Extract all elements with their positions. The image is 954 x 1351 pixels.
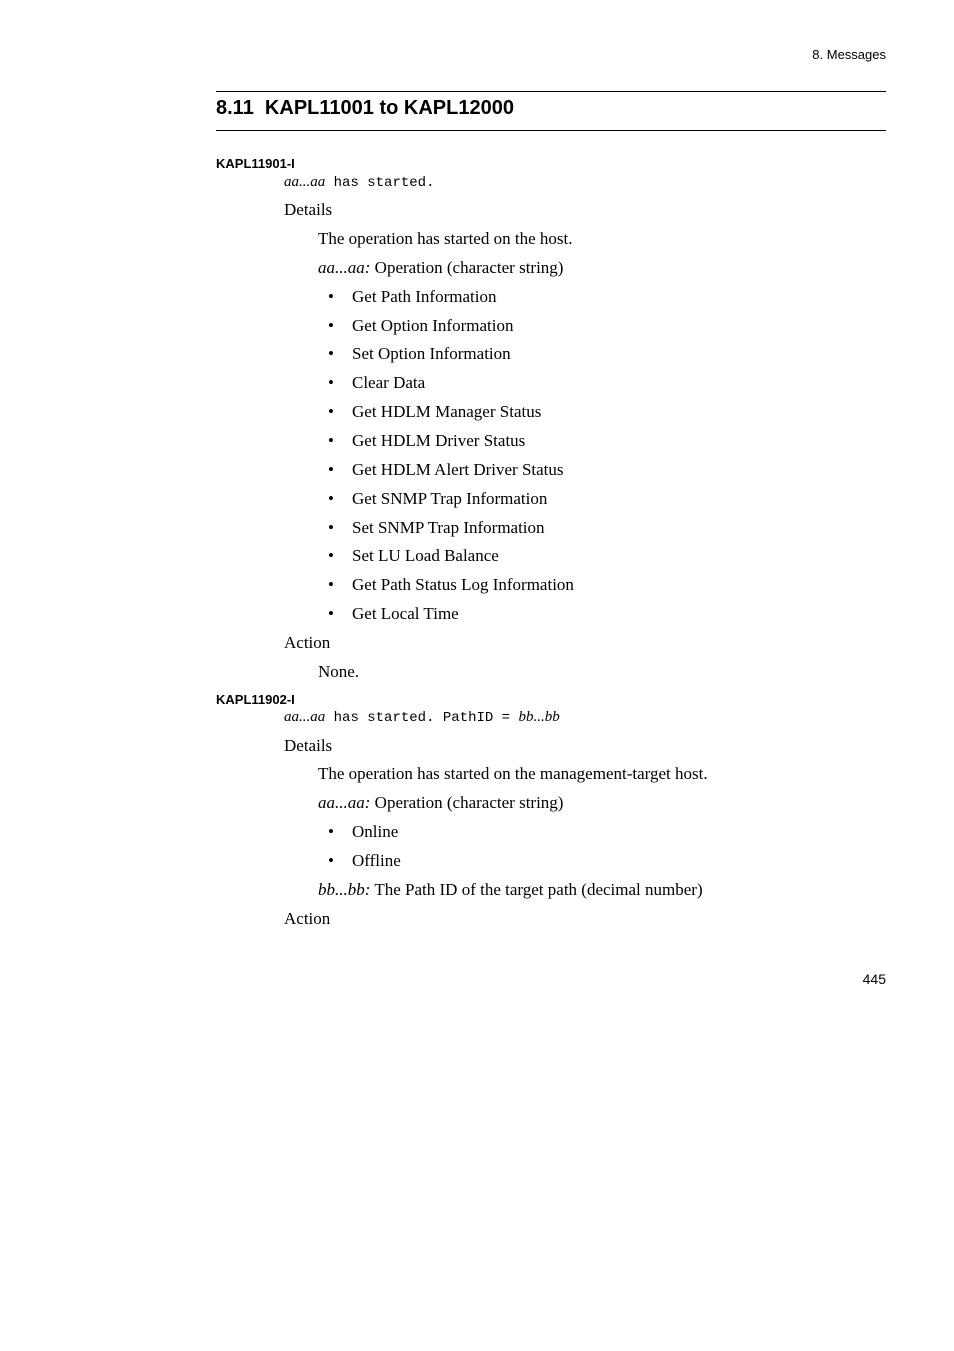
list-item-label: Get HDLM Alert Driver Status: [352, 460, 564, 479]
bullet-icon: •: [328, 344, 334, 363]
section-rule-bottom: [216, 130, 886, 131]
message-text: [284, 174, 434, 191]
action-text: None.: [318, 662, 360, 681]
list-item-label: Get SNMP Trap Information: [352, 489, 548, 508]
parameter-line: [318, 793, 563, 813]
action-heading: Action: [284, 633, 331, 652]
list-item-label: Offline: [352, 851, 401, 870]
bullet-icon: •: [328, 604, 334, 623]
list-item-label: Online: [352, 822, 399, 841]
bullet-icon: •: [328, 575, 334, 594]
message-text: [284, 709, 560, 726]
running-header: 8. Messages: [812, 47, 886, 62]
bullet-icon: •: [328, 460, 334, 479]
parameter-variable: aa...aa:: [318, 258, 371, 277]
list-item: [328, 316, 513, 336]
details-description: The operation has started on the management-target host.: [318, 764, 708, 783]
bullet-icon: •: [328, 431, 334, 450]
message-variable: bb...bb: [518, 709, 560, 725]
list-item-label: Get Option Information: [352, 316, 514, 335]
list-item: [328, 822, 398, 842]
list-item-label: Set SNMP Trap Information: [352, 518, 545, 537]
section-title: 8.11 KAPL11001 to KAPL12000: [216, 97, 514, 119]
bullet-icon: •: [328, 518, 334, 537]
bullet-icon: •: [328, 851, 334, 870]
page-number: 445: [862, 971, 886, 987]
parameter-variable: aa...aa:: [318, 793, 371, 812]
bullet-icon: •: [328, 287, 334, 306]
message-id: KAPL11901-I: [216, 156, 295, 171]
list-item: [328, 851, 401, 871]
list-item: [328, 460, 564, 480]
list-item-label: Get Path Status Log Information: [352, 575, 574, 594]
parameter-line: [318, 880, 703, 900]
bullet-icon: •: [328, 373, 334, 392]
bullet-icon: •: [328, 822, 334, 841]
list-item: [328, 575, 574, 595]
list-item: [328, 431, 525, 451]
parameter-line: [318, 258, 563, 278]
parameter-description: The Path ID of the target path (decimal number): [370, 880, 703, 899]
bullet-icon: •: [328, 489, 334, 508]
details-heading: Details: [284, 736, 333, 755]
list-item: [328, 518, 545, 538]
list-item-label: Set LU Load Balance: [352, 546, 499, 565]
action-heading: Action: [284, 909, 331, 928]
list-item-label: Get Path Information: [352, 287, 497, 306]
list-item: [328, 373, 425, 393]
list-item: [328, 489, 547, 509]
message-literal: has started.: [325, 175, 435, 191]
message-variable: aa...aa: [284, 174, 326, 190]
list-item-label: Get HDLM Driver Status: [352, 431, 526, 450]
list-item: [328, 604, 459, 624]
list-item-label: Clear Data: [352, 373, 426, 392]
details-description: The operation has started on the host.: [318, 229, 573, 248]
list-item: [328, 344, 511, 364]
section-rule-top: [216, 91, 886, 92]
list-item-label: Get Local Time: [352, 604, 459, 623]
list-item-label: Get HDLM Manager Status: [352, 402, 542, 421]
bullet-icon: •: [328, 316, 334, 335]
bullet-icon: •: [328, 402, 334, 421]
list-item: [328, 546, 499, 566]
list-item: [328, 402, 541, 422]
list-item: [328, 287, 496, 307]
message-literal: has started. PathID =: [325, 710, 519, 726]
details-heading: Details: [284, 200, 333, 219]
message-variable: aa...aa: [284, 709, 326, 725]
bullet-icon: •: [328, 546, 334, 565]
parameter-variable: bb...bb:: [318, 880, 371, 899]
parameter-description: Operation (character string): [370, 793, 564, 812]
message-id: KAPL11902-I: [216, 692, 295, 707]
list-item-label: Set Option Information: [352, 344, 511, 363]
parameter-description: Operation (character string): [370, 258, 564, 277]
